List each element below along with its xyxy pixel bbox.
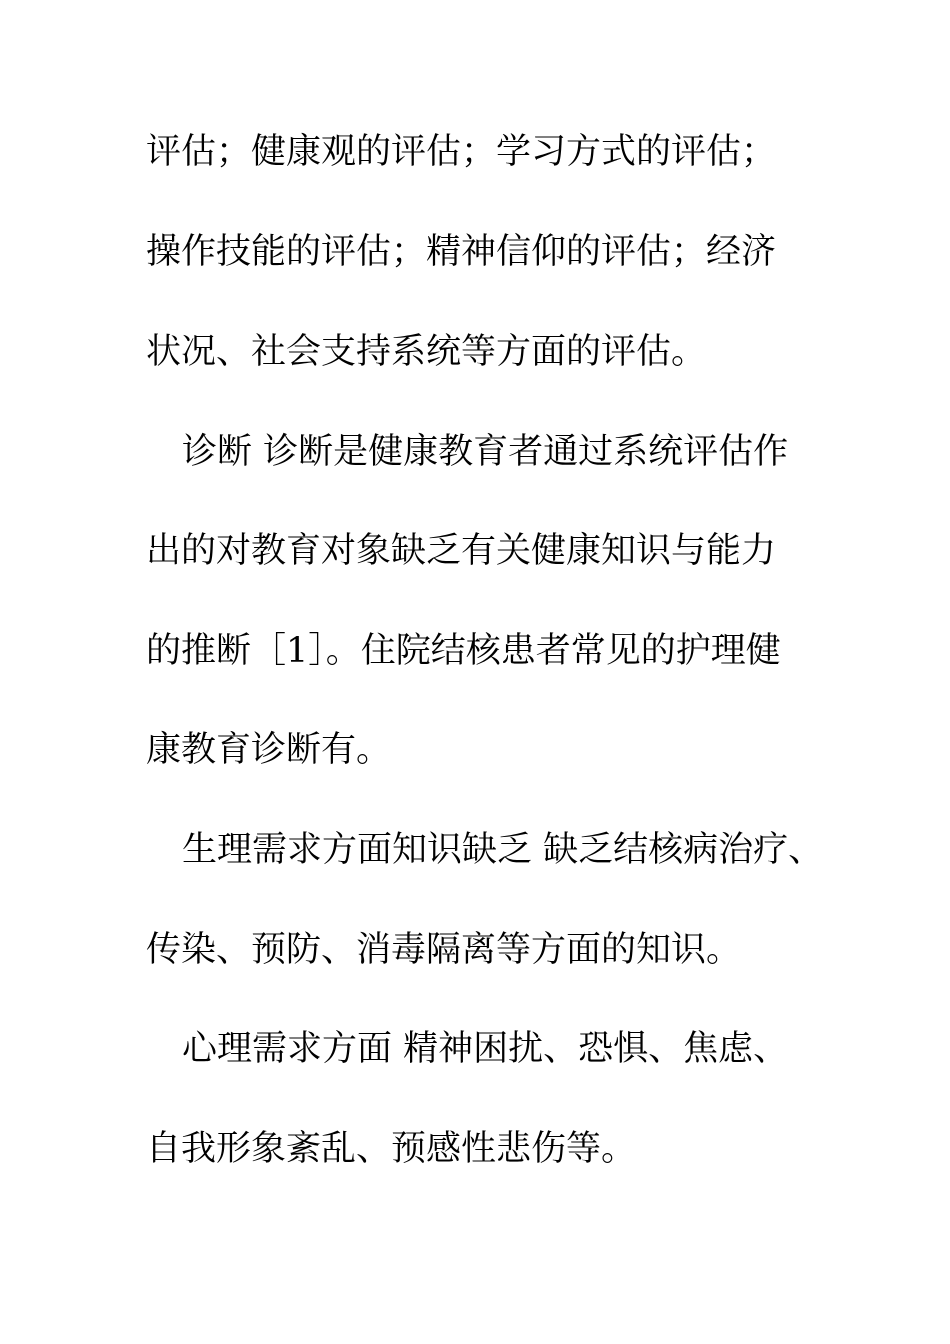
text-line-8: 生理需求方面知识缺乏 缺乏结核病治疗、 [182,830,824,870]
text-line-7: 康教育诊断有。 [146,730,392,770]
text-line-2: 操作技能的评估；精神信仰的评估；经济 [146,232,777,272]
text-line-1: 评估；健康观的评估；学习方式的评估； [146,132,777,172]
text-line-5: 出的对教育对象缺乏有关健康知识与能力 [146,531,777,571]
text-line-4: 诊断 诊断是健康教育者通过系统评估作 [182,432,789,472]
text-line-6: 的推断［1］。住院结核患者常见的护理健 [146,631,781,671]
text-line-10: 心理需求方面 精神困扰、恐惧、焦虑、 [182,1029,789,1069]
text-line-9: 传染、预防、消毒隔离等方面的知识。 [146,930,742,970]
text-line-11: 自我形象紊乱、预感性悲伤等。 [146,1129,637,1169]
text-line-3: 状况、社会支持系统等方面的评估。 [146,332,707,372]
